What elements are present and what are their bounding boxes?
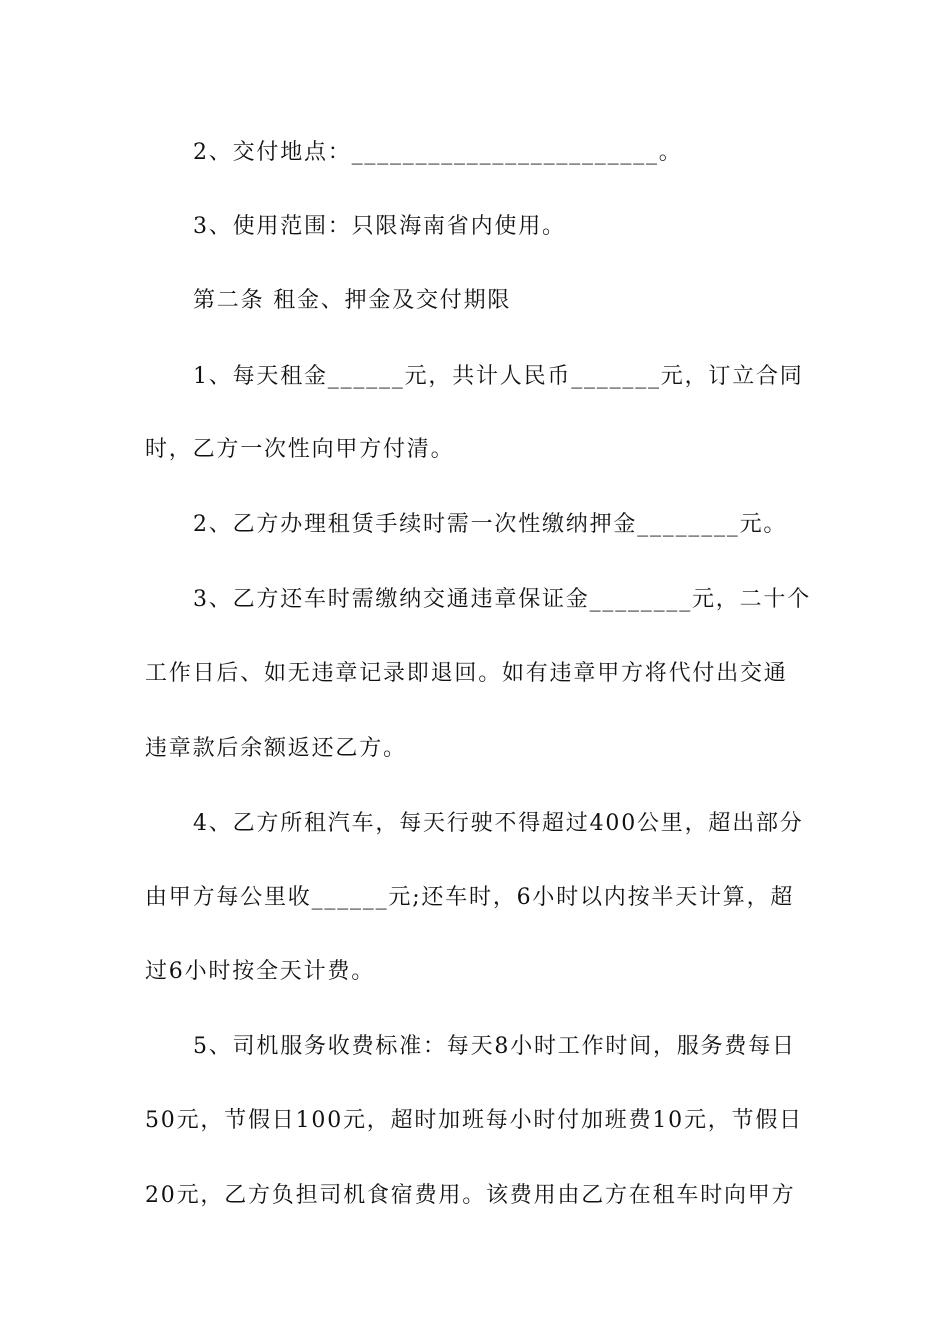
clause-mileage-line-1: 4、乙方所租汽车，每天行驶不得超过400公里，超出部分 <box>193 811 804 836</box>
clause-usage-scope: 3、使用范围：只限海南省内使用。 <box>193 214 566 239</box>
clause-driver-fee-line-3: 20元，乙方负担司机食宿费用。该费用由乙方在租车时向甲方 <box>145 1183 796 1208</box>
clause-deposit: 2、乙方办理租赁手续时需一次性缴纳押金________元。 <box>193 512 788 537</box>
clause-delivery-location: 2、交付地点：________________________。 <box>193 140 683 165</box>
clause-daily-rent-line-2: 时，乙方一次性向甲方付清。 <box>145 437 455 462</box>
clause-daily-rent-line-1: 1、每天租金______元，共计人民币_______元，订立合同 <box>193 364 804 389</box>
clause-mileage-line-3: 过6小时按全天计费。 <box>145 959 375 984</box>
clause-mileage-line-2: 由甲方每公里收______元;还车时，6小时以内按半天计算，超 <box>145 885 795 910</box>
clause-violation-deposit-line-2: 工作日后、如无违章记录即退回。如有违章甲方将代付出交通 <box>145 661 788 686</box>
clause-driver-fee-line-2: 50元，节假日100元，超时加班每小时付加班费10元，节假日 <box>145 1108 803 1133</box>
article-two-heading: 第二条 租金、押金及交付期限 <box>193 288 512 313</box>
clause-violation-deposit-line-3: 违章款后余额返还乙方。 <box>145 736 407 761</box>
clause-driver-fee-line-1: 5、司机服务收费标准：每天8小时工作时间，服务费每日 <box>193 1034 796 1059</box>
clause-violation-deposit-line-1: 3、乙方还车时需缴纳交通违章保证金________元，二十个 <box>193 587 811 612</box>
